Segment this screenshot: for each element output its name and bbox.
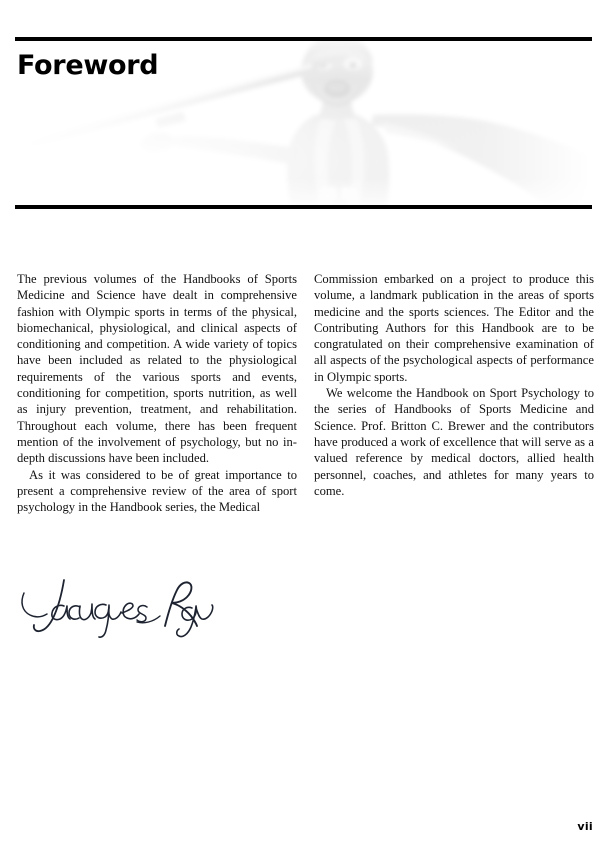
paragraph: Commission embarked on a project to produce this volume, a landmark publication in the areas of sports medicine and the sports sciences. The Editor and the Contributing Authors for this Handbook are to be congratulated on their comprehensive examination of all aspects of the psychological aspects of performance in Olympic sports. bbox=[314, 272, 594, 384]
handwritten-signature-icon bbox=[20, 578, 215, 646]
paragraph: The previous volumes of the Handbooks of Sports Medicine and Science have dealt in comprehensive fashion with Olympic sports in terms of the physical, biomechanical, physiological, and clinical aspects of conditioning and competition. A wide variety of topics have been included as related to the physiological requirements of the various sports and events, conditioning for competition, sports nutrition, as well as injury prevention, treatment, and rehabilitation. Throughout each volume, there has been frequent mention of the involvement of psychology, but no in-depth discussions have been included. bbox=[17, 272, 297, 466]
header-rule-bottom bbox=[15, 205, 592, 209]
page-number: vii bbox=[577, 820, 593, 833]
body-columns bbox=[17, 271, 595, 515]
body-column-right bbox=[314, 271, 594, 499]
paragraph: As it was considered to be of great importance to present a comprehensive review of the area of sport psychology in the Handbook series, the Medical bbox=[17, 467, 297, 515]
page-title: Foreword bbox=[17, 50, 159, 81]
body-column-left bbox=[17, 271, 297, 515]
header-rule-top bbox=[15, 37, 592, 41]
paragraph: We welcome the Handbook on Sport Psychology to the series of Handbooks of Sports Medicine and Science. Prof. Britton C. Brewer and the contributors have produced a work of excellence that will serve as a valued reference by medical doctors, allied health personnel, coaches, and athletes for many years to come. bbox=[314, 386, 594, 498]
signature bbox=[20, 578, 215, 646]
